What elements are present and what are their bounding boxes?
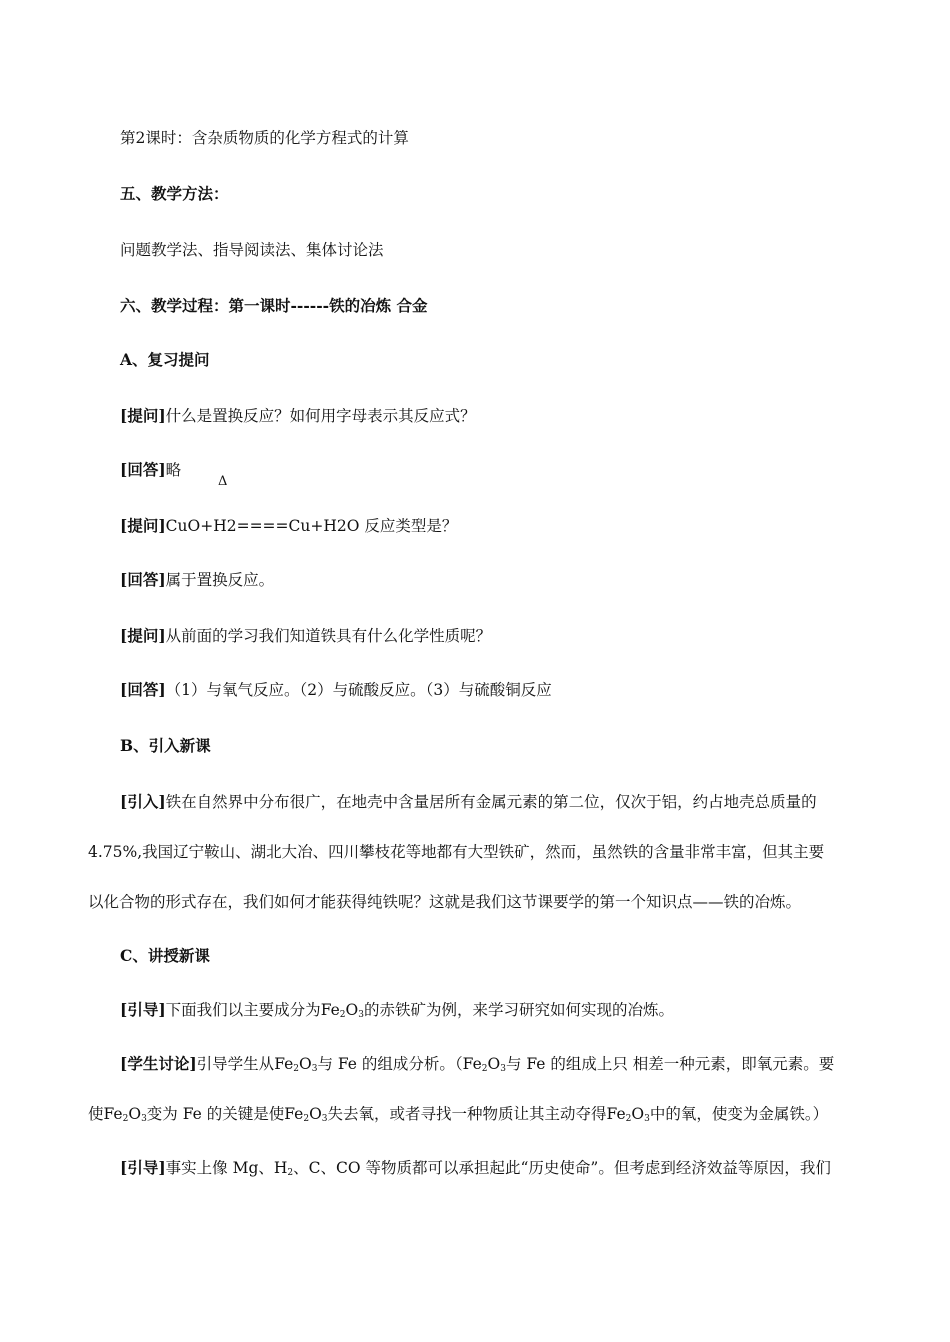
section-6-title: 六、教学过程：第一课时------铁的冶炼 合金: [120, 296, 428, 315]
answer-tag: [回答]: [120, 680, 166, 699]
guide-2: [120, 1158, 831, 1178]
guide-1: [120, 1000, 674, 1020]
guide-tag: [引导]: [120, 1158, 166, 1177]
question-1: [120, 406, 476, 426]
guide-tag: [引导]: [120, 1000, 166, 1019]
discussion-text: 使: [88, 1105, 104, 1123]
discussion-text: 与 Fe 的组成分析。（: [317, 1055, 463, 1073]
answer-tag: [回答]: [120, 460, 166, 479]
discussion-tag: [学生讨论]: [120, 1054, 197, 1073]
fe2o3-formula: $Fe_2O_3$: [462, 1055, 506, 1074]
answer-1: [120, 460, 181, 480]
discussion-text: 中的氧，使变为金属铁。）: [649, 1105, 829, 1123]
lesson-2-line: 第2课时：含杂质物质的化学方程式的计算: [120, 129, 409, 147]
subsection-b-title: B、引入新课: [120, 736, 211, 755]
intro-line-2: 4.75%,我国辽宁鞍山、湖北大冶、四川攀枝花等地都有大型铁矿，然而，虽然铁的含量非常丰富，但其主要: [88, 843, 825, 861]
answer-text: 略: [165, 461, 182, 479]
delta-mark: Δ: [218, 474, 228, 489]
answer-3: [120, 680, 552, 700]
fe2o3-formula: $Fe_2O_3$: [320, 1001, 364, 1020]
h2-subscript: 2: [287, 1168, 294, 1178]
discussion-text: 变为 Fe 的关键是使: [146, 1105, 285, 1123]
question-text: 什么是置换反应？如何用字母表示其反应式？: [165, 407, 476, 425]
discussion-text: 引导学生从: [196, 1055, 275, 1073]
answer-text: 属于置换反应。: [165, 571, 275, 589]
question-2: [120, 516, 457, 536]
intro-text: 铁在自然界中分布很广，在地壳中含量居所有金属元素的第二位，仅次于铝，约占地壳总质量的: [165, 793, 817, 811]
intro-tag: [引入]: [120, 792, 166, 811]
answer-text: （1）与氧气反应。（2）与硫酸反应。（3）与硫酸铜反应: [165, 681, 552, 699]
intro-line-1: [120, 792, 817, 812]
answer-tag: [回答]: [120, 570, 166, 589]
discussion-line-1: [120, 1054, 834, 1074]
question-tag: [提问]: [120, 406, 166, 425]
question-text: 从前面的学习我们知道铁具有什么化学性质呢？: [165, 627, 492, 645]
fe2o3-formula: $Fe_2O_3$: [284, 1105, 328, 1124]
subsection-a-title: A、复习提问: [120, 350, 210, 369]
answer-2: [120, 570, 274, 590]
fe2o3-formula: $Fe_2O_3$: [103, 1105, 147, 1124]
question-tag: [提问]: [120, 626, 166, 645]
question-tag: [提问]: [120, 516, 166, 535]
intro-line-3: 以化合物的形式存在，我们如何才能获得纯铁呢？这就是我们这节课要学的第一个知识点——铁的冶炼。: [88, 893, 802, 911]
question-3: [120, 626, 491, 646]
discussion-text: 与 Fe 的组成上只 相差一种元素，即氧元素。要: [505, 1055, 835, 1073]
discussion-text: 失去氧，或者寻找一种物质让其主动夺得: [327, 1105, 607, 1123]
guide-text: 、C、CO 等物质都可以承担起此“历史使命”。但考虑到经济效益等原因，我们: [293, 1159, 831, 1177]
section-5-title: 五、教学方法：: [120, 184, 229, 203]
fe2o3-formula: $Fe_2O_3$: [606, 1105, 650, 1124]
guide-text: 的赤铁矿为例，来学习研究如何实现的冶炼。: [363, 1001, 674, 1019]
guide-text: 下面我们以主要成分为: [165, 1001, 321, 1019]
question-text: CuO+H2====Cu+H2O 反应类型是？: [165, 517, 458, 535]
subsection-c-title: C、讲授新课: [120, 946, 210, 965]
section-5-body: 问题教学法、指导阅读法、集体讨论法: [120, 241, 384, 259]
guide-text: 事实上像 Mg、H: [165, 1159, 288, 1177]
fe2o3-formula: $Fe_2O_3$: [274, 1055, 318, 1074]
discussion-line-2: [88, 1104, 828, 1124]
